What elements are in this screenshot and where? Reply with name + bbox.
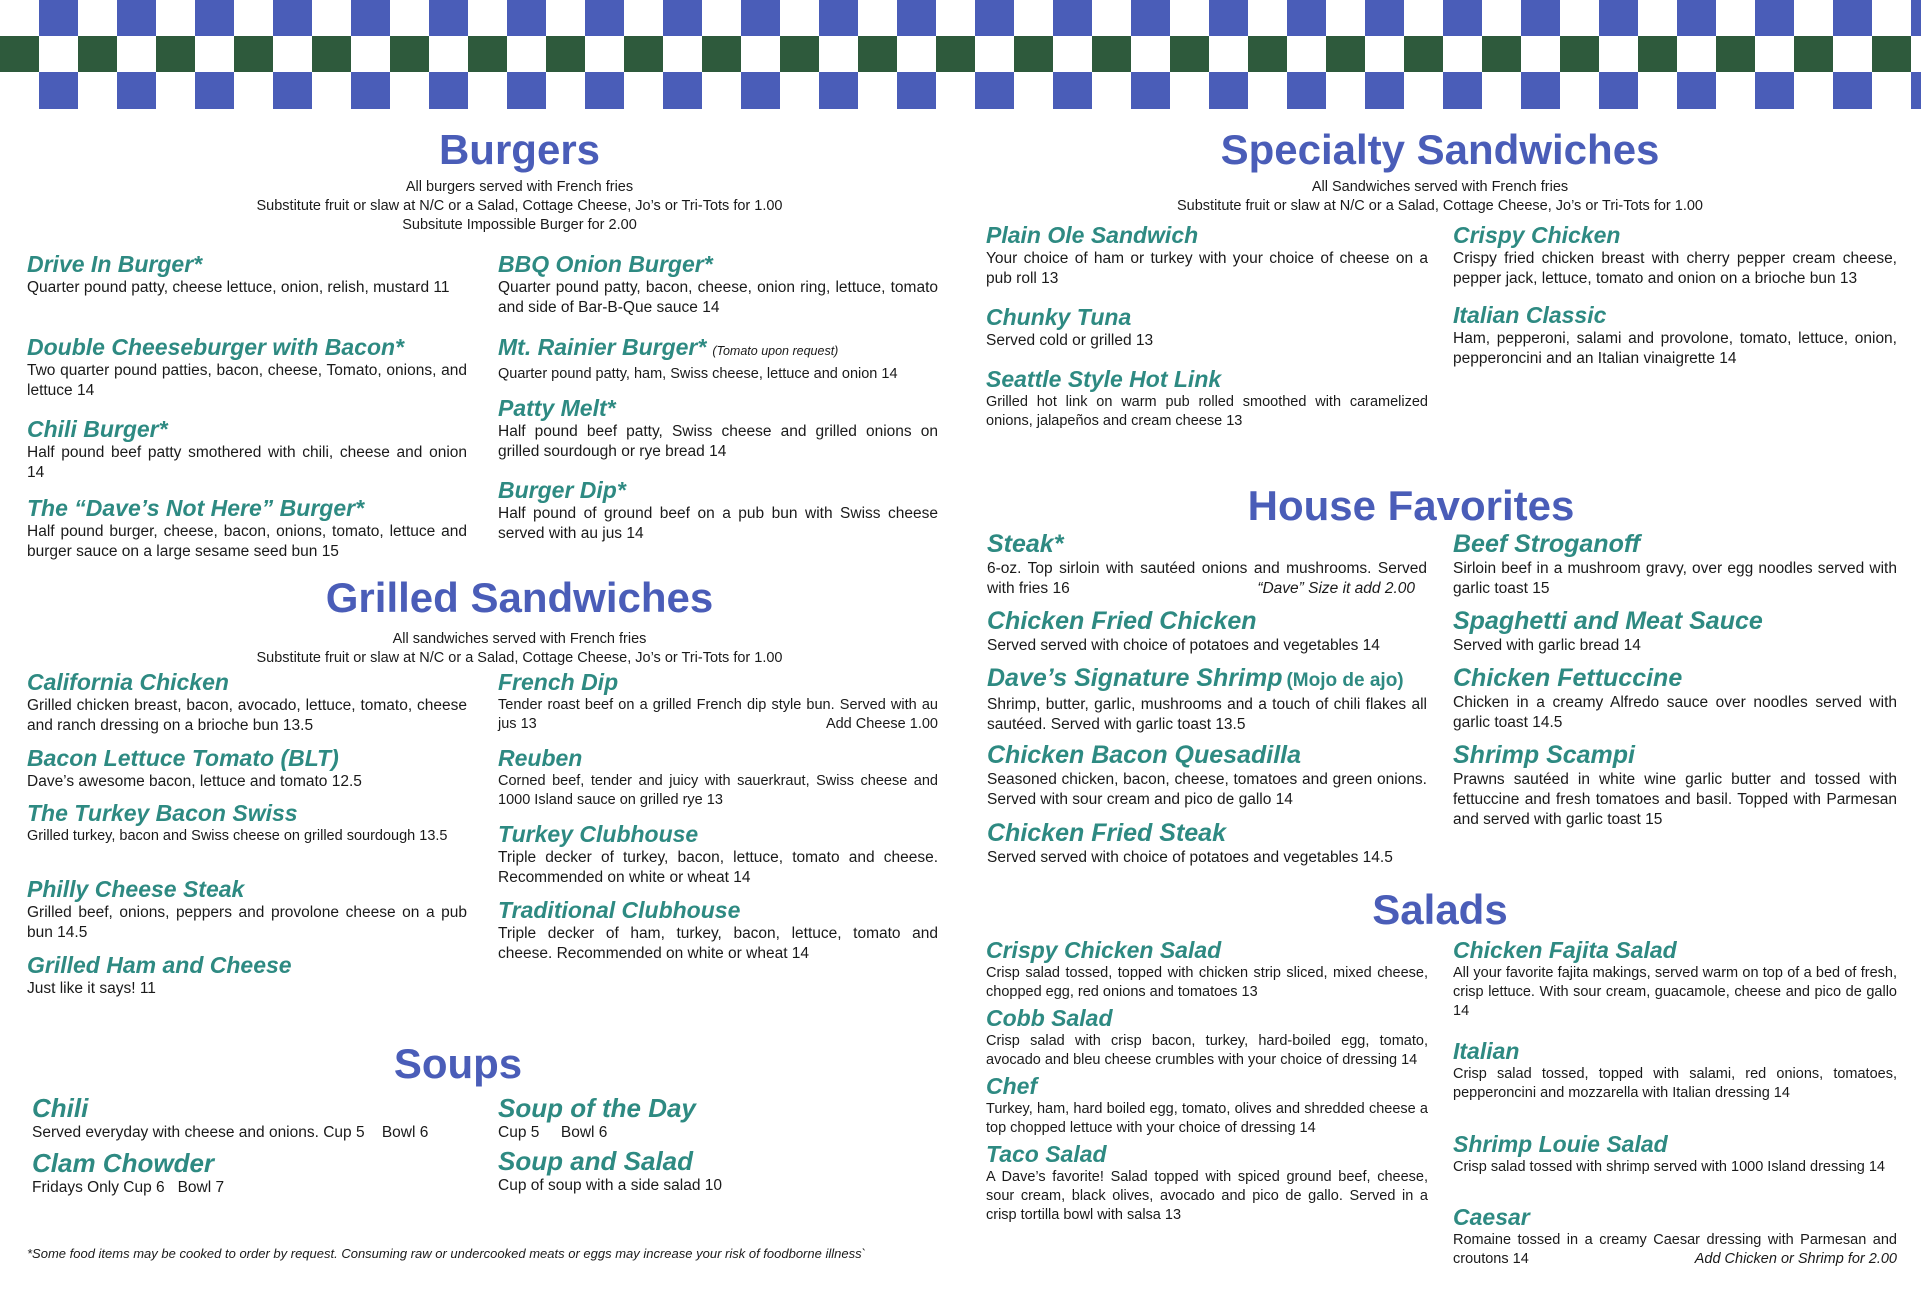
menu-item <box>498 897 938 964</box>
checker-square <box>273 72 312 109</box>
checker-square <box>1053 72 1092 109</box>
menu-item <box>986 937 1428 1002</box>
checker-square <box>351 0 390 36</box>
house-title: House Favorites <box>1247 482 1575 529</box>
checker-square <box>1833 0 1872 36</box>
checker-square <box>819 72 858 109</box>
checker-square <box>1677 72 1716 109</box>
checker-square <box>1794 36 1833 72</box>
checker-square <box>390 36 429 72</box>
menu-item <box>986 1073 1428 1138</box>
item-desc: Half pound burger, cheese, bacon, onions, tomato, lettuce and burger sauce on a large sesame seed bun 15 <box>27 523 467 560</box>
item-desc: Seasoned chicken, bacon, cheese, tomatoes and green onions. Served with sour cream and pico de gallo 14 <box>987 771 1427 808</box>
item-name: Soup of the Day <box>498 1093 696 1123</box>
item-name: Chicken Fajita Salad <box>1453 937 1677 963</box>
checker-square <box>39 0 78 36</box>
item-desc: Cup 5 Bowl 6 <box>498 1124 608 1141</box>
burgers-note: Subsitute Impossible Burger for 2.00 <box>402 217 637 233</box>
item-desc: Served with garlic bread 14 <box>1453 637 1641 654</box>
item-name: Burger Dip* <box>498 477 626 503</box>
item-name: Steak* <box>987 530 1064 558</box>
menu-item <box>1453 530 1897 599</box>
item-addon: “Dave” Size it add 2.00 <box>1257 580 1415 597</box>
item-desc: Just like it says! 11 <box>27 980 156 997</box>
checker-square <box>507 72 546 109</box>
item-desc: Corned beef, tender and juicy with sauerkraut, Swiss cheese and 1000 Island sauce on grilled rye 13 <box>498 773 938 808</box>
item-name: Drive In Burger* <box>27 251 203 277</box>
soups-title: Soups <box>393 1040 523 1087</box>
checker-square <box>1599 72 1638 109</box>
grilled-note: All sandwiches served with French fries <box>392 631 647 647</box>
menu-item <box>1453 1131 1897 1177</box>
menu-item <box>27 876 467 943</box>
item-name: Seattle Style Hot Link <box>986 366 1222 392</box>
checker-square <box>1326 36 1365 72</box>
specialty-note: Substitute fruit or slaw at N/C or a Salad, Cottage Cheese, Jo’s or Tri-Tots for 1.00 <box>1176 198 1703 214</box>
checker-square <box>546 36 585 72</box>
item-name: The Turkey Bacon Swiss <box>27 800 298 826</box>
menu-item <box>498 395 938 462</box>
item-desc: Grilled hot link on warm pub rolled smoothed with caramelized onions, jalapeños and cream cheese 13 <box>986 394 1428 429</box>
item-note: (Tomato upon request) <box>712 344 839 358</box>
item-desc: Crisp salad with crisp bacon, turkey, hard-boiled egg, tomato, avocado and bleu cheese crumbles with your choice of dressing 14 <box>986 1033 1428 1068</box>
item-desc: Quarter pound patty, cheese lettuce, onion, relish, mustard 11 <box>27 279 450 296</box>
checker-square <box>975 0 1014 36</box>
menu-item <box>987 741 1427 810</box>
checker-square <box>1755 72 1794 109</box>
menu-item <box>32 1148 472 1198</box>
item-name: Patty Melt* <box>498 395 616 421</box>
menu-item <box>27 416 467 483</box>
checker-square <box>1209 72 1248 109</box>
burgers-note: All burgers served with French fries <box>405 179 634 195</box>
checker-square <box>663 72 702 109</box>
checker-square <box>1833 72 1872 109</box>
menu-item <box>498 1093 938 1143</box>
checker-square <box>585 72 624 109</box>
item-desc: Crispy fried chicken breast with cherry pepper cream cheese, pepper jack, lettuce, tomato and onion on a brioche bun 13 <box>1453 250 1897 287</box>
checker-square <box>585 0 624 36</box>
checker-square <box>117 72 156 109</box>
item-name: Chicken Fettuccine <box>1453 664 1683 692</box>
checker-square <box>1404 36 1443 72</box>
checker-square <box>1365 0 1404 36</box>
menu-item <box>1453 741 1897 830</box>
menu-item <box>1453 607 1897 656</box>
checker-square <box>1248 36 1287 72</box>
menu-item <box>1453 664 1897 733</box>
item-name: Caesar <box>1453 1204 1530 1230</box>
item-name: Shrimp Scampi <box>1453 741 1635 769</box>
item-desc: Fridays Only Cup 6 Bowl 7 <box>32 1179 225 1196</box>
checker-square <box>975 72 1014 109</box>
item-desc: Served served with choice of potatoes and vegetables 14.5 <box>987 849 1393 866</box>
item-name: French Dip <box>498 669 619 695</box>
item-name: Cobb Salad <box>986 1005 1113 1031</box>
item-name: Spaghetti and Meat Sauce <box>1453 607 1763 635</box>
checker-square <box>858 36 897 72</box>
item-name: Traditional Clubhouse <box>498 897 741 923</box>
item-name: Chunky Tuna <box>986 304 1132 330</box>
menu-item <box>986 304 1428 351</box>
checker-square <box>1209 0 1248 36</box>
item-name: Italian <box>1453 1038 1520 1064</box>
item-name: Beef Stroganoff <box>1453 530 1641 558</box>
checker-square <box>1287 72 1326 109</box>
menu-item <box>987 607 1427 656</box>
menu-item <box>498 251 938 318</box>
checker-square <box>273 0 312 36</box>
menu-item <box>1453 302 1897 369</box>
menu-item <box>27 952 467 999</box>
burgers-notes <box>27 178 1012 235</box>
checker-square <box>897 72 936 109</box>
menu-item <box>1453 937 1897 1021</box>
item-name: Chicken Bacon Quesadilla <box>987 741 1301 769</box>
checker-square <box>156 36 195 72</box>
item-desc: Quarter pound patty, ham, Swiss cheese, lettuce and onion 14 <box>498 366 898 382</box>
checker-square <box>819 0 858 36</box>
checker-square <box>1872 36 1911 72</box>
menu-item <box>32 1093 472 1143</box>
item-desc: Served cold or grilled 13 <box>986 332 1154 349</box>
checker-square <box>741 0 780 36</box>
checker-square <box>507 0 546 36</box>
menu-item <box>986 1005 1428 1070</box>
item-name: Turkey Clubhouse <box>498 821 699 847</box>
checker-square <box>780 36 819 72</box>
item-name: Double Cheeseburger with Bacon* <box>27 334 405 360</box>
item-desc: Grilled beef, onions, peppers and provolone cheese on a pub bun 14.5 <box>27 904 467 941</box>
checker-square <box>663 0 702 36</box>
menu-item <box>498 334 938 384</box>
checker-square <box>624 36 663 72</box>
checker-square <box>195 72 234 109</box>
item-desc: Turkey, ham, hard boiled egg, tomato, olives and shredded cheese a top chopped lettuce with your choice of dressing 14 <box>986 1101 1428 1136</box>
specialty-notes <box>985 178 1895 216</box>
menu-item <box>498 477 938 544</box>
item-desc: Triple decker of ham, turkey, bacon, lettuce, tomato and cheese. Recommended on white or wheat 14 <box>498 925 938 962</box>
item-name: California Chicken <box>27 669 229 695</box>
menu-item <box>986 1141 1428 1225</box>
item-name: BBQ Onion Burger* <box>498 251 713 277</box>
menu-item <box>498 821 938 888</box>
item-desc-text: 6-oz. Top sirloin with sautéed onions and mushrooms. Served with fries 16 <box>987 560 1427 597</box>
menu-item <box>27 800 467 846</box>
item-name <box>987 664 1427 695</box>
item-desc: Served everyday with cheese and onions. Cup 5 Bowl 6 <box>32 1124 429 1141</box>
salads-title: Salads <box>1372 886 1508 933</box>
specialty-title: Specialty Sandwiches <box>1220 126 1660 173</box>
checker-square <box>1365 72 1404 109</box>
checker-square <box>1443 72 1482 109</box>
checker-square <box>39 72 78 109</box>
menu-item <box>987 530 1427 599</box>
item-name: Chef <box>986 1073 1038 1099</box>
grilled-title: Grilled Sandwiches <box>325 574 714 621</box>
item-name: Soup and Salad <box>498 1146 694 1176</box>
item-name: Crispy Chicken Salad <box>986 937 1222 963</box>
checker-square <box>1131 72 1170 109</box>
item-desc: Shrimp, butter, garlic, mushrooms and a touch of chili flakes all sautéed. Served with garlic toast 13.5 <box>987 696 1427 733</box>
item-desc: Crisp salad tossed with shrimp served with 1000 Island dressing 14 <box>1453 1159 1885 1175</box>
item-desc: All your favorite fajita makings, served warm on top of a bed of fresh, crisp lettuce. With sour cream, guacamole, cheese and pico de gallo 14 <box>1453 965 1897 1019</box>
checker-square <box>429 0 468 36</box>
item-name: Chili Burger* <box>27 416 168 442</box>
item-desc: Chicken in a creamy Alfredo sauce over noodles served with garlic toast 14.5 <box>1453 694 1897 731</box>
specialty-note: All Sandwiches served with French fries <box>1311 179 1569 195</box>
checker-square <box>429 72 468 109</box>
item-name <box>498 334 938 365</box>
burgers-title: Burgers <box>438 126 601 173</box>
checker-square <box>234 36 273 72</box>
item-desc: Half pound beef patty smothered with chili, cheese and onion 14 <box>27 444 467 481</box>
menu-item <box>27 495 467 562</box>
item-desc: Served served with choice of potatoes and vegetables 14 <box>987 637 1380 654</box>
footnote: *Some food items may be cooked to order by request. Consuming raw or undercooked meats or eggs may increase your risk of foodborne illness` <box>27 1246 866 1261</box>
checker-square <box>1131 0 1170 36</box>
grilled-notes <box>27 630 1012 668</box>
checker-square <box>1911 72 1921 109</box>
menu-item <box>1453 1204 1897 1269</box>
item-desc: A Dave’s favorite! Salad topped with spiced ground beef, cheese, sour cream, black olives, avocado and pico de gallo. Served in a crisp tortilla bowl with salsa 13 <box>986 1169 1428 1223</box>
checkered-banner <box>0 0 1921 109</box>
menu-item <box>1453 222 1897 289</box>
item-addon: Add Cheese 1.00 <box>825 716 938 732</box>
item-name: Philly Cheese Steak <box>27 876 245 902</box>
item-desc-text: Tender roast beef on a grilled French dip style bun. Served with au jus 13 <box>498 697 938 732</box>
item-note: (Mojo de ajo) <box>1286 670 1404 691</box>
checker-square <box>1716 36 1755 72</box>
menu-item <box>986 222 1428 289</box>
menu-item <box>987 819 1427 868</box>
item-desc: Dave’s awesome bacon, lettuce and tomato 12.5 <box>27 773 362 790</box>
item-name: Plain Ole Sandwich <box>986 222 1199 248</box>
item-name: Shrimp Louie Salad <box>1453 1131 1668 1157</box>
checker-square <box>468 36 507 72</box>
menu-item <box>498 669 938 734</box>
menu-item <box>986 366 1428 431</box>
grilled-note: Substitute fruit or slaw at N/C or a Salad, Cottage Cheese, Jo’s or Tri-Tots for 1.00 <box>256 650 783 666</box>
checker-square <box>1911 0 1921 36</box>
checker-square <box>1053 0 1092 36</box>
menu-item <box>27 251 467 298</box>
checker-square <box>1521 72 1560 109</box>
checker-square <box>195 0 234 36</box>
checker-square <box>1677 0 1716 36</box>
checker-square <box>936 36 975 72</box>
item-name: Bacon Lettuce Tomato (BLT) <box>27 745 339 771</box>
item-name: Reuben <box>498 745 583 771</box>
item-desc: Ham, pepperoni, salami and provolone, tomato, lettuce, onion, pepperoncini and an Italian vinaigrette 14 <box>1453 330 1897 367</box>
item-name: The “Dave’s Not Here” Burger* <box>27 495 365 521</box>
checker-square <box>1443 0 1482 36</box>
item-desc <box>1453 1231 1897 1269</box>
checker-square <box>741 72 780 109</box>
checker-square <box>1287 0 1326 36</box>
burgers-note: Substitute fruit or slaw at N/C or a Salad, Cottage Cheese, Jo’s or Tri-Tots for 1.00 <box>256 198 783 214</box>
item-desc: Grilled turkey, bacon and Swiss cheese on grilled sourdough 13.5 <box>27 828 448 844</box>
menu-item <box>27 669 467 736</box>
item-desc: Two quarter pound patties, bacon, cheese, Tomato, onions, and lettuce 14 <box>27 362 467 399</box>
menu-item <box>1453 1038 1897 1103</box>
item-desc <box>498 696 938 734</box>
item-desc: Half pound beef patty, Swiss cheese and grilled onions on grilled sourdough or rye bread 14 <box>498 423 938 460</box>
checker-square <box>0 36 39 72</box>
item-name: Taco Salad <box>986 1141 1107 1167</box>
checker-square <box>897 0 936 36</box>
item-name-text: Dave’s Signature Shrimp <box>987 664 1283 692</box>
menu-item <box>498 1146 938 1196</box>
checker-square <box>1482 36 1521 72</box>
menu-item <box>498 745 938 810</box>
item-name-text: Mt. Rainier Burger* <box>498 334 707 360</box>
item-name: Italian Classic <box>1453 302 1607 328</box>
menu-item <box>987 664 1427 735</box>
item-desc-text: Romaine tossed in a creamy Caesar dressing with Parmesan and croutons 14 <box>1453 1232 1897 1267</box>
item-name: Crispy Chicken <box>1453 222 1621 248</box>
checker-square <box>702 36 741 72</box>
item-name: Chili <box>32 1093 89 1123</box>
menu-item <box>27 334 467 401</box>
item-desc: Cup of soup with a side salad 10 <box>498 1177 723 1194</box>
checker-square <box>1170 36 1209 72</box>
item-name: Clam Chowder <box>32 1148 215 1178</box>
checker-square <box>1599 0 1638 36</box>
item-desc: Crisp salad tossed, topped with salami, red onions, tomatoes, pepperoncini and mozzarella with Italian dressing 14 <box>1453 1066 1897 1101</box>
checker-square <box>1560 36 1599 72</box>
item-desc: Sirloin beef in a mushroom gravy, over egg noodles served with garlic toast 15 <box>1453 560 1897 597</box>
item-name: Chicken Fried Chicken <box>987 607 1257 635</box>
item-desc: Your choice of ham or turkey with your choice of cheese on a pub roll 13 <box>986 250 1428 287</box>
checker-square <box>1092 36 1131 72</box>
item-desc: Prawns sautéed in white wine garlic butter and tossed with fettuccine and fresh tomatoes and basil. Topped with Parmesan and served with garlic toast 15 <box>1453 771 1897 828</box>
menu-item <box>27 745 467 792</box>
checker-square <box>1521 0 1560 36</box>
item-name: Chicken Fried Steak <box>987 819 1226 847</box>
item-desc <box>987 559 1427 599</box>
checker-square <box>1755 0 1794 36</box>
checker-square <box>1638 36 1677 72</box>
item-desc: Quarter pound patty, bacon, cheese, onion ring, lettuce, tomato and side of Bar-B-Que sauce 14 <box>498 279 938 316</box>
item-desc: Crisp salad tossed, topped with chicken strip sliced, mixed cheese, chopped egg, red onions and tomatoes 13 <box>986 965 1428 1000</box>
checker-square <box>78 36 117 72</box>
item-name: Grilled Ham and Cheese <box>27 952 292 978</box>
item-desc: Half pound of ground beef on a pub bun with Swiss cheese served with au jus 14 <box>498 505 938 542</box>
checker-square <box>351 72 390 109</box>
checker-square <box>117 0 156 36</box>
item-desc: Grilled chicken breast, bacon, avocado, lettuce, tomato, cheese and ranch dressing on a brioche bun 13.5 <box>27 697 467 734</box>
item-addon: Add Chicken or Shrimp for 2.00 <box>1694 1251 1897 1267</box>
item-desc: Triple decker of turkey, bacon, lettuce, tomato and cheese. Recommended on white or wheat 14 <box>498 849 938 886</box>
checker-square <box>312 36 351 72</box>
checker-square <box>1014 36 1053 72</box>
